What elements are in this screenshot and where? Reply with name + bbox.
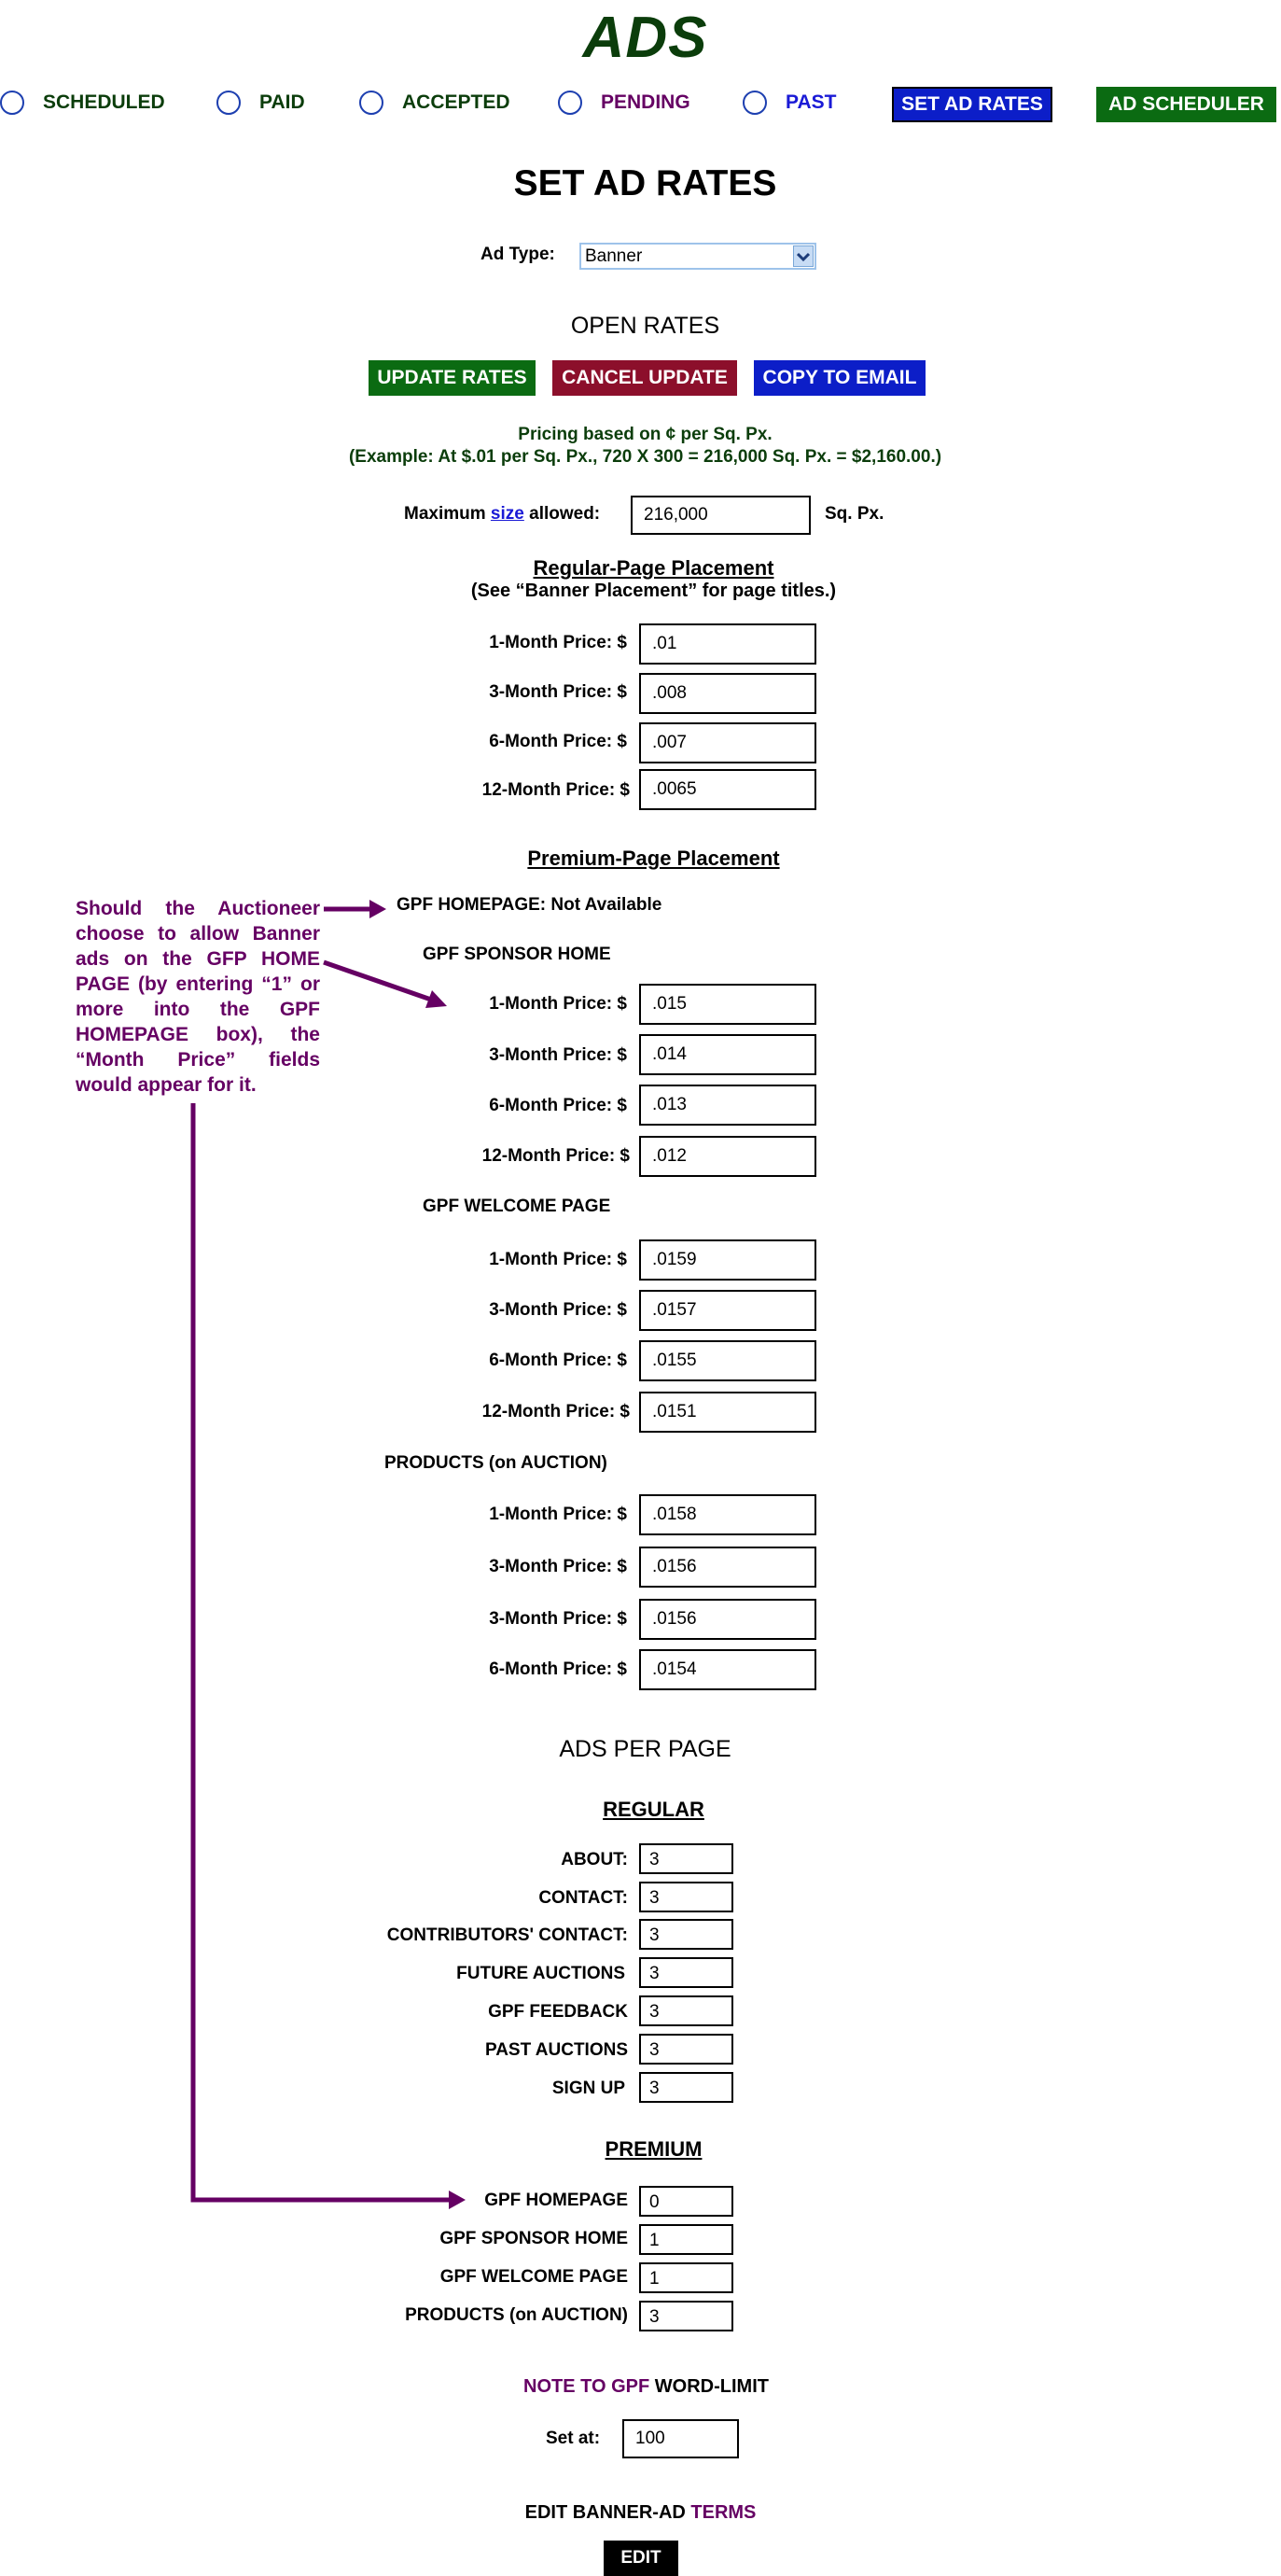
products-1-month-label: 1-Month Price: $ xyxy=(489,1505,627,1524)
regular-3-month-label: 3-Month Price: $ xyxy=(489,682,627,702)
max-size-prefix: Maximum xyxy=(404,504,486,524)
contributors-contact-input[interactable]: 3 xyxy=(639,1919,733,1950)
regular-placement-subtitle: (See “Banner Placement” for page titles.) xyxy=(470,581,837,601)
premium-gpf-homepage-label: GPF HOMEPAGE xyxy=(484,2191,628,2210)
ad-scheduler-button[interactable]: AD SCHEDULER xyxy=(1096,87,1276,122)
products-3-month-label-2: 3-Month Price: $ xyxy=(489,1609,627,1629)
sign-up-input[interactable]: 3 xyxy=(639,2072,733,2103)
set-ad-rates-button[interactable]: SET AD RATES xyxy=(892,87,1052,122)
max-size-unit: Sq. Px. xyxy=(825,504,884,524)
edit-terms-part2: TERMS xyxy=(690,2502,757,2523)
welcome-3-month-label: 3-Month Price: $ xyxy=(489,1300,627,1320)
edit-terms-part1: EDIT BANNER-AD xyxy=(524,2502,686,2523)
about-label: ABOUT: xyxy=(561,1850,628,1869)
note-title-part1: NOTE TO GPF xyxy=(523,2376,650,2397)
welcome-1-month-label: 1-Month Price: $ xyxy=(489,1250,627,1269)
arrowhead-icon xyxy=(369,900,386,918)
products-title: PRODUCTS (on AUCTION) xyxy=(384,1453,607,1473)
ad-type-selected-value: Banner xyxy=(585,245,643,266)
sponsor-3-month-input[interactable]: .014 xyxy=(639,1034,816,1075)
products-1-month-input[interactable]: .0158 xyxy=(639,1494,816,1535)
regular-ads-title: REGULAR xyxy=(603,1798,704,1821)
premium-sponsor-home-input[interactable]: 1 xyxy=(639,2224,733,2255)
size-link[interactable]: size xyxy=(490,504,524,524)
regular-12-month-input[interactable]: .0065 xyxy=(639,769,816,810)
word-limit-label: Set at: xyxy=(546,2429,601,2448)
sponsor-3-month-label: 3-Month Price: $ xyxy=(489,1045,627,1065)
premium-gpf-homepage-input[interactable]: 0 xyxy=(639,2186,733,2217)
welcome-3-month-input[interactable]: .0157 xyxy=(639,1290,816,1331)
sponsor-12-month-input[interactable]: .012 xyxy=(639,1136,816,1177)
page-title: SET AD RATES xyxy=(513,163,777,203)
note-title-part2: WORD-LIMIT xyxy=(654,2376,769,2397)
regular-3-month-input[interactable]: .008 xyxy=(639,673,816,714)
gpf-feedback-input[interactable]: 3 xyxy=(639,1995,733,2026)
contact-label: CONTACT: xyxy=(538,1888,628,1908)
past-auctions-label: PAST AUCTIONS xyxy=(484,2040,628,2060)
pricing-example-text: (Example: At $.01 per Sq. Px., 720 X 300 = 216,000 Sq. Px. = $2,160.00.) xyxy=(348,447,942,467)
welcome-1-month-input[interactable]: .0159 xyxy=(639,1239,816,1281)
edit-terms-title xyxy=(0,2502,1281,2524)
contact-input[interactable]: 3 xyxy=(639,1882,733,1912)
sponsor-6-month-label: 6-Month Price: $ xyxy=(489,1096,627,1115)
cancel-update-button[interactable]: CANCEL UPDATE xyxy=(552,360,737,396)
ad-type-label: Ad Type: xyxy=(480,245,555,264)
max-size-input[interactable]: 216,000 xyxy=(631,496,811,535)
gpf-homepage-availability: GPF HOMEPAGE: Not Available xyxy=(397,895,662,915)
products-3-month-label: 3-Month Price: $ xyxy=(489,1557,627,1576)
products-6-month-label: 6-Month Price: $ xyxy=(489,1659,627,1679)
premium-products-input[interactable]: 3 xyxy=(639,2301,733,2331)
premium-sponsor-home-label: GPF SPONSOR HOME xyxy=(439,2229,628,2248)
premium-products-label: PRODUCTS (on AUCTION) xyxy=(405,2305,628,2325)
update-rates-button[interactable]: UPDATE RATES xyxy=(369,360,536,396)
sponsor-home-title: GPF SPONSOR HOME xyxy=(423,945,611,964)
sponsor-1-month-label: 1-Month Price: $ xyxy=(489,994,627,1014)
edit-terms-button[interactable]: EDIT xyxy=(604,2541,678,2576)
welcome-12-month-label: 12-Month Price: $ xyxy=(481,1402,630,1421)
products-3-month-input-2[interactable]: .0156 xyxy=(639,1599,816,1640)
regular-12-month-label: 12-Month Price: $ xyxy=(481,780,630,800)
nav-label-pending: PENDING xyxy=(601,91,690,113)
past-auctions-input[interactable]: 3 xyxy=(639,2034,733,2065)
premium-ads-title: PREMIUM xyxy=(605,2137,703,2161)
premium-welcome-page-input[interactable]: 1 xyxy=(639,2262,733,2293)
gpf-feedback-label: GPF FEEDBACK xyxy=(488,2002,628,2022)
about-input[interactable]: 3 xyxy=(639,1843,733,1874)
products-6-month-input[interactable]: .0154 xyxy=(639,1649,816,1690)
regular-6-month-label: 6-Month Price: $ xyxy=(489,732,627,751)
page-logo-title: ADS xyxy=(582,6,708,70)
regular-1-month-label: 1-Month Price: $ xyxy=(489,633,627,652)
sponsor-6-month-input[interactable]: .013 xyxy=(639,1085,816,1126)
premium-placement-title: Premium-Page Placement xyxy=(527,847,780,870)
sign-up-label: SIGN UP xyxy=(551,2079,625,2098)
nav-label-paid: PAID xyxy=(259,91,305,113)
annotation-note: Should the Auctioneer choose to allow Banner ads on the GFP HOME PAGE (by entering “1” or more into the GPF HOMEPAGE box), the “Month Price” fields would appear for it. xyxy=(76,898,320,1096)
sponsor-12-month-label: 12-Month Price: $ xyxy=(481,1146,630,1166)
annotation-arrow-premium xyxy=(193,1103,452,2200)
regular-6-month-input[interactable]: .007 xyxy=(639,722,816,763)
future-auctions-label: FUTURE AUCTIONS xyxy=(456,1964,625,1983)
premium-welcome-page-label: GPF WELCOME PAGE xyxy=(439,2267,628,2287)
nav-label-past: PAST xyxy=(786,91,837,113)
word-limit-input[interactable]: 100 xyxy=(622,2419,739,2458)
open-rates-title: OPEN RATES xyxy=(570,313,720,339)
copy-to-email-button[interactable]: COPY TO EMAIL xyxy=(754,360,926,396)
products-3-month-input[interactable]: .0156 xyxy=(639,1547,816,1588)
regular-1-month-input[interactable]: .01 xyxy=(639,623,816,665)
max-size-suffix: allowed: xyxy=(529,504,601,524)
welcome-12-month-input[interactable]: .0151 xyxy=(639,1392,816,1433)
nav-label-scheduled: SCHEDULED xyxy=(43,91,165,113)
contributors-contact-label: CONTRIBUTORS' CONTACT: xyxy=(386,1925,628,1945)
welcome-6-month-label: 6-Month Price: $ xyxy=(489,1351,627,1370)
annotation-arrow-sponsor xyxy=(324,962,431,1000)
pricing-basis-text: Pricing based on ¢ per Sq. Px. xyxy=(518,425,773,444)
welcome-page-title: GPF WELCOME PAGE xyxy=(423,1197,611,1216)
note-word-limit-title xyxy=(0,2376,1281,2398)
sponsor-1-month-input[interactable]: .015 xyxy=(639,984,816,1025)
ads-per-page-title: ADS PER PAGE xyxy=(559,1736,731,1762)
nav-label-accepted: ACCEPTED xyxy=(402,91,510,113)
regular-placement-title: Regular-Page Placement xyxy=(533,556,774,580)
future-auctions-input[interactable]: 3 xyxy=(639,1957,733,1988)
welcome-6-month-input[interactable]: .0155 xyxy=(639,1340,816,1381)
